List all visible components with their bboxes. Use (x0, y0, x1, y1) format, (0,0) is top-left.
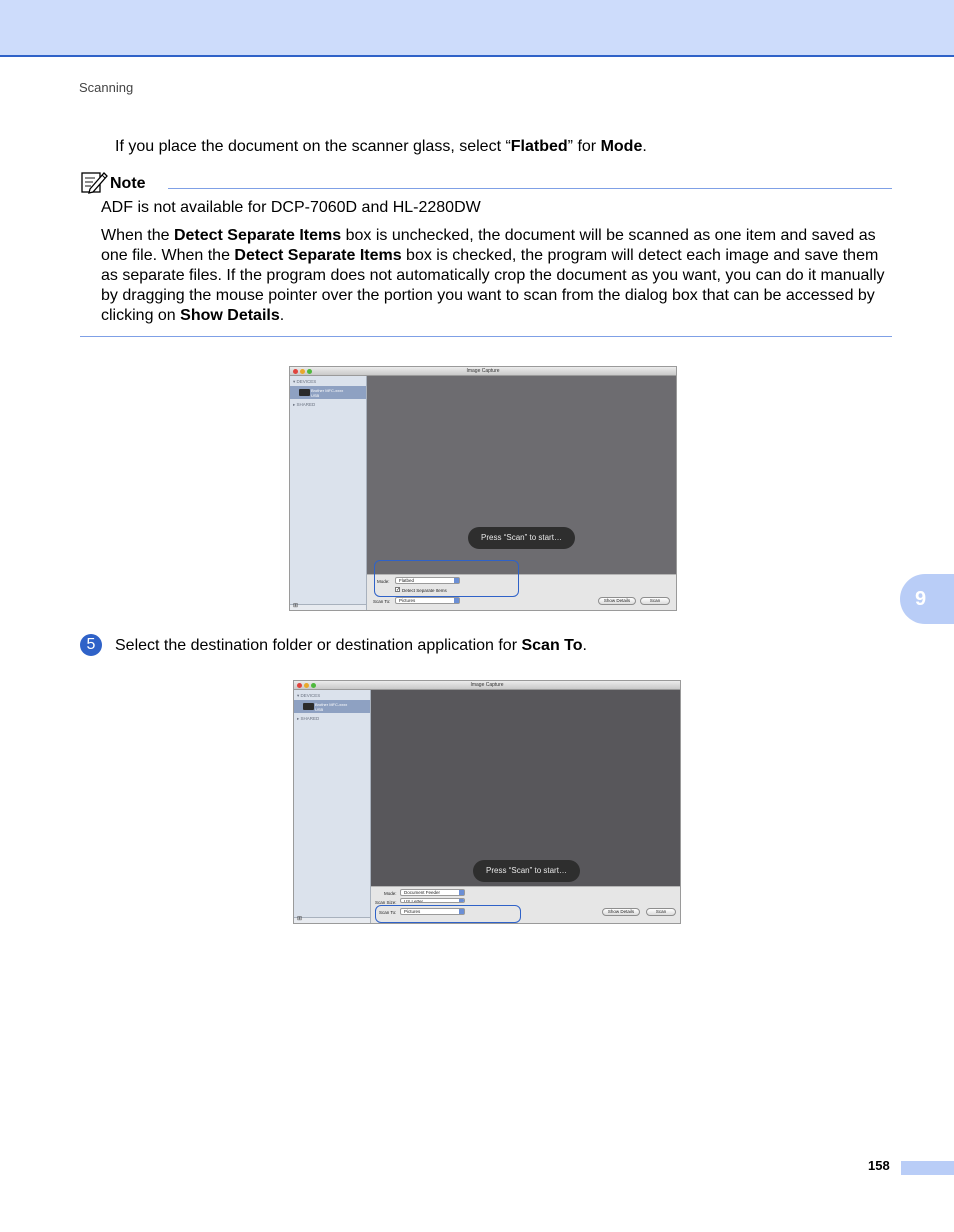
mode-label: Mode: (377, 579, 390, 584)
window-title: Image Capture (466, 368, 500, 374)
scan-to-label: Scan To: (373, 599, 391, 604)
chapter-number: 9 (915, 588, 927, 610)
scan-preview-area (367, 376, 676, 574)
add-icon[interactable]: ⊞ (297, 916, 303, 922)
chapter-tab (900, 574, 954, 624)
image-capture-window-1 (289, 366, 677, 611)
window-titlebar (294, 681, 680, 690)
device-item-brother[interactable]: Brother MFC-xxxx USB (294, 700, 370, 713)
select-arrow-icon (459, 899, 464, 903)
devices-sidebar (294, 690, 371, 923)
printer-icon (299, 389, 310, 396)
image-capture-window-2 (293, 680, 681, 924)
note-paragraph-2: When the Detect Separate Items box is unchecked, the document will be scanned as one item and saved as one file. When the Detect Separate Items box is checked, the program will detect each image and save them as separate files. If the program does not automatically crop the document as you want, you can do it manually by dragging the mouse pointer over the portion you want to scan from the dialog box that can be accessed by clicking on Show Details. (101, 227, 885, 324)
page-number: 158 (868, 1158, 890, 1173)
scan-button[interactable]: Scan (646, 908, 676, 916)
devices-heading: ▾ DEVICES (297, 693, 321, 698)
select-arrow-icon (459, 890, 464, 895)
mode-select[interactable]: Flatbed (395, 577, 460, 584)
scan-size-label: Scan Size: (375, 900, 397, 904)
show-details-button[interactable]: Show Details (602, 908, 640, 916)
section-title: Scanning (79, 80, 134, 95)
note-label: Note (110, 175, 146, 192)
shared-heading: ▸ SHARED (293, 402, 316, 407)
printer-icon (303, 703, 314, 710)
show-details-button[interactable]: Show Details (598, 597, 636, 605)
mode-label: Mode: (384, 891, 397, 896)
note-header (80, 170, 892, 196)
scan-button[interactable]: Scan (640, 597, 670, 605)
note-line-1: ADF is not available for DCP-7060D and HL-2280DW (101, 199, 481, 216)
note-divider (168, 188, 892, 189)
scan-to-select[interactable]: Pictures (395, 597, 460, 604)
devices-heading: ▾ DEVICES (293, 379, 317, 384)
step-5-text: Select the destination folder or destination application for Scan To. (115, 637, 587, 654)
step-number-badge: 5 (80, 634, 102, 656)
scan-to-select[interactable]: Pictures (400, 908, 465, 915)
scan-size-select[interactable]: US Letter (400, 898, 465, 903)
press-scan-message: Press “Scan” to start… (468, 527, 575, 549)
intro-paragraph: If you place the document on the scanner glass, select “Flatbed” for Mode. (115, 138, 647, 155)
scan-preview-area (371, 690, 680, 886)
detect-separate-checkbox[interactable]: ✓ (396, 587, 401, 593)
scan-to-label: Scan To: (379, 910, 397, 915)
window-title: Image Capture (470, 682, 504, 688)
sidebar-footer (290, 604, 366, 610)
devices-sidebar (290, 376, 367, 610)
mode-highlight (374, 560, 519, 597)
mode-select[interactable]: Document Feeder (400, 889, 465, 896)
detect-separate-label: Detect Separate Items (402, 588, 447, 593)
sidebar-footer (294, 917, 370, 923)
note-bottom-divider (80, 336, 892, 337)
note-pencil-icon (80, 170, 108, 194)
header-band (0, 0, 954, 57)
add-icon[interactable]: ⊞ (293, 603, 299, 609)
page-number-bar (901, 1161, 954, 1175)
window-titlebar (290, 367, 676, 376)
shared-heading: ▸ SHARED (297, 716, 320, 721)
press-scan-message: Press “Scan” to start… (473, 860, 580, 882)
device-item-brother[interactable]: Brother MFC-xxxx USB (290, 386, 366, 399)
scan-to-highlight (375, 905, 521, 923)
select-arrow-icon (454, 598, 459, 603)
